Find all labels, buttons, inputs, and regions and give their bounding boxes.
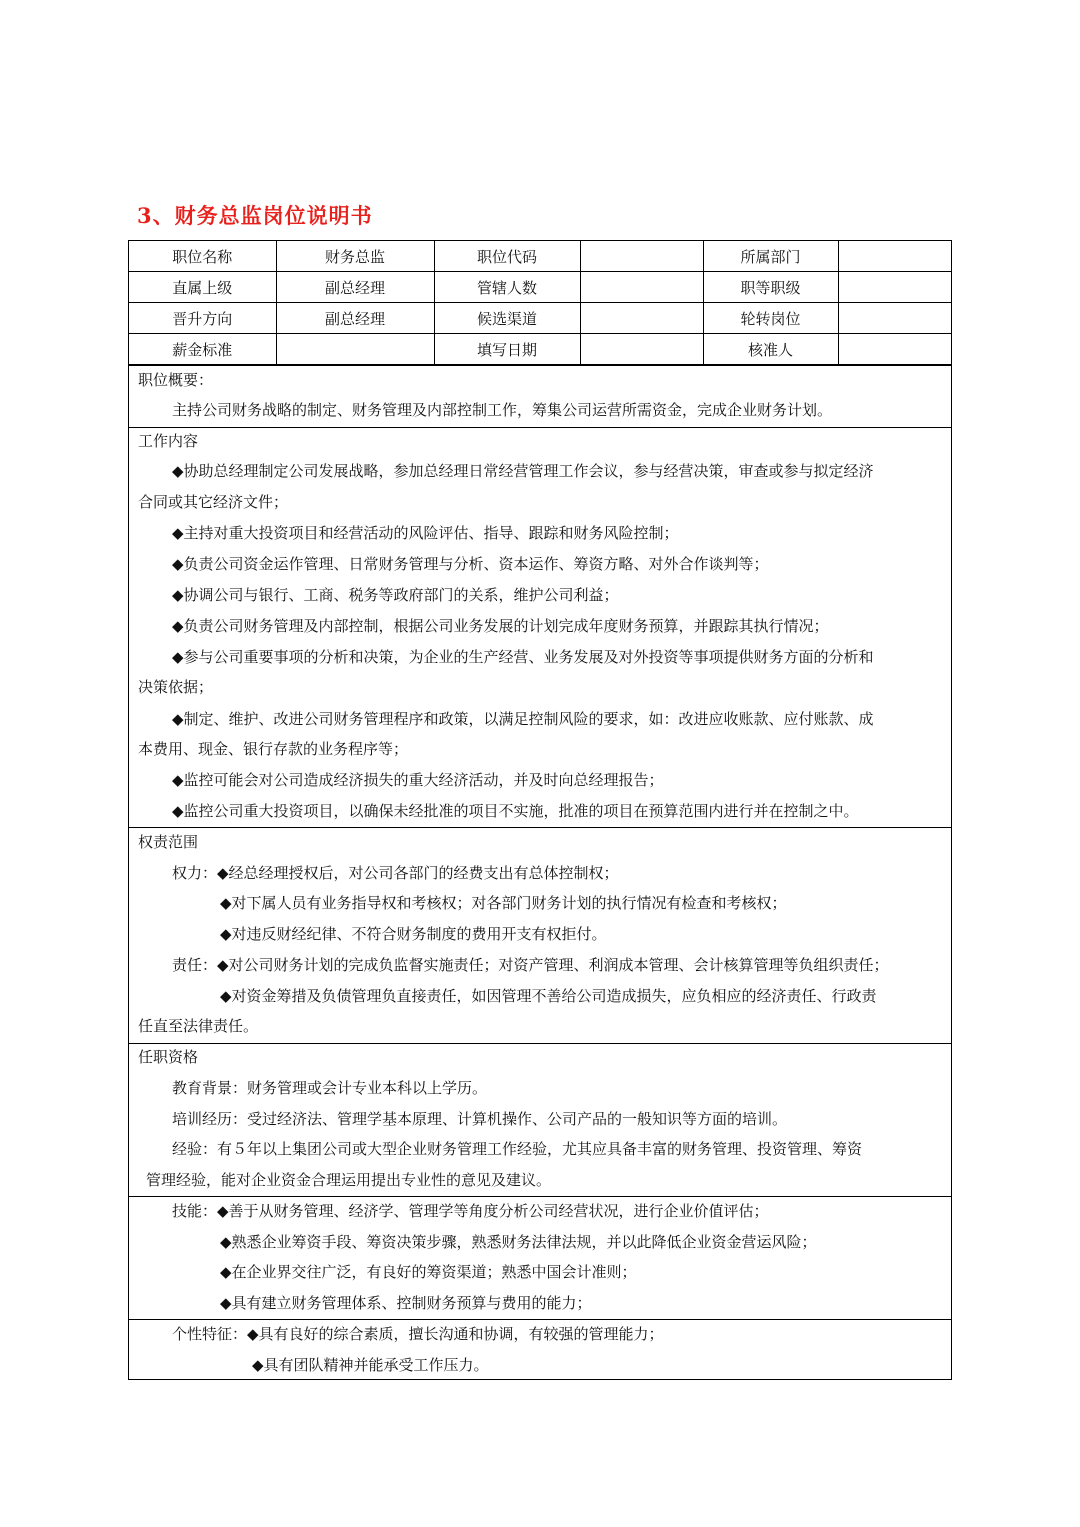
section-divider xyxy=(129,365,951,366)
duty-line: 决策依据； xyxy=(138,678,214,696)
authority-line: ◆对下属人员有业务指导权和考核权；对各部门财务计划的执行情况有检查和考核权； xyxy=(220,894,787,912)
field-value xyxy=(838,272,951,303)
trait-line: ◆具有团队精神并能承受工作压力。 xyxy=(252,1356,489,1374)
duty-line: ◆协助总经理制定公司发展战略，参加总经理日常经营管理工作会议，参与经营决策，审查或参与拟定经济 xyxy=(172,462,874,480)
section-divider xyxy=(129,1319,951,1320)
field-label: 管辖人数 xyxy=(434,272,580,303)
field-value xyxy=(276,334,434,365)
job-description-table xyxy=(128,240,952,1380)
field-value: 副总经理 xyxy=(276,272,434,303)
section-divider xyxy=(129,1196,951,1197)
field-label: 候选渠道 xyxy=(434,303,580,334)
overview-text: 主持公司财务战略的制定、财务管理及内部控制工作，筹集公司运营所需资金，完成企业财务计划。 xyxy=(172,401,833,419)
field-value xyxy=(580,334,703,365)
skill-line: ◆熟悉企业筹资手段、筹资决策步骤，熟悉财务法律法规，并以此降低企业资金营运风险； xyxy=(220,1233,817,1251)
document-title: 3、财务总监岗位说明书 xyxy=(137,203,373,228)
field-value: 副总经理 xyxy=(276,303,434,334)
field-value xyxy=(838,334,951,365)
qualification-line: 培训经历：受过经济法、管理学基本原理、计算机操作、公司产品的一般知识等方面的培训。 xyxy=(172,1110,788,1128)
field-label: 填写日期 xyxy=(434,334,580,365)
field-label: 晋升方向 xyxy=(129,303,276,334)
info-row xyxy=(129,303,951,334)
overview-heading: 职位概要： xyxy=(138,371,214,389)
duties-heading: 工作内容 xyxy=(138,432,199,450)
field-value xyxy=(580,272,703,303)
duty-line: ◆协调公司与银行、工商、税务等政府部门的关系，维护公司利益； xyxy=(172,586,619,604)
field-label: 职位代码 xyxy=(434,241,580,272)
duty-line: 合同或其它经济文件； xyxy=(138,493,289,511)
authority-heading: 权责范围 xyxy=(138,833,199,851)
duty-line: ◆主持对重大投资项目和经营活动的风险评估、指导、跟踪和财务风险控制； xyxy=(172,524,679,542)
field-label: 核准人 xyxy=(703,334,838,365)
duty-line: ◆监控可能会对公司造成经济损失的重大经济活动，并及时向总经理报告； xyxy=(172,771,664,789)
skill-line: ◆在企业界交往广泛，有良好的筹资渠道；熟悉中国会计准则； xyxy=(220,1263,637,1281)
duty-line: ◆监控公司重大投资项目，以确保未经批准的项目不实施，批准的项目在预算范围内进行并在控制之中。 xyxy=(172,802,859,820)
duty-line: ◆负责公司财务管理及内部控制，根据公司业务发展的计划完成年度财务预算，并跟踪其执行情况； xyxy=(172,617,829,635)
duty-line: 本费用、现金、银行存款的业务程序等； xyxy=(138,740,409,758)
field-value xyxy=(580,241,703,272)
authority-line: ◆对资金筹措及负债管理负直接责任，如因管理不善给公司造成损失，应负相应的经济责任、行政责 xyxy=(220,987,877,1005)
field-label: 所属部门 xyxy=(703,241,838,272)
field-value xyxy=(838,303,951,334)
authority-line: 权力：◆经总经理授权后，对公司各部门的经费支出有总体控制权； xyxy=(172,864,619,882)
info-row xyxy=(129,272,951,303)
field-value: 财务总监 xyxy=(276,241,434,272)
field-value xyxy=(580,303,703,334)
trait-line: 个性特征：◆具有良好的综合素质，擅长沟通和协调，有较强的管理能力； xyxy=(172,1325,664,1343)
skill-line: 技能：◆善于从财务管理、经济学、管理学等角度分析公司经营状况，进行企业价值评估； xyxy=(172,1202,769,1220)
field-value xyxy=(838,241,951,272)
qualification-heading: 任职资格 xyxy=(138,1048,199,1066)
qualification-line: 教育背景：财务管理或会计专业本科以上学历。 xyxy=(172,1079,488,1097)
info-row xyxy=(129,241,951,272)
duty-line: ◆参与公司重要事项的分析和决策，为企业的生产经营、业务发展及对外投资等事项提供财务方面的分析和 xyxy=(172,648,874,666)
section-divider xyxy=(129,427,951,428)
section-divider xyxy=(129,1043,951,1044)
duty-line: ◆负责公司资金运作管理、日常财务管理与分析、资本运作、筹资方略、对外合作谈判等； xyxy=(172,555,769,573)
section-divider xyxy=(129,827,951,828)
field-label: 薪金标准 xyxy=(129,334,276,365)
qualification-line: 管理经验，能对企业资金合理运用提出专业性的意见及建议。 xyxy=(146,1171,552,1189)
duty-line: ◆制定、维护、改进公司财务管理程序和政策，以满足控制风险的要求，如：改进应收账款、应付账款、成 xyxy=(172,710,874,728)
basic-info-table xyxy=(129,241,951,365)
field-label: 职等职级 xyxy=(703,272,838,303)
field-label: 职位名称 xyxy=(129,241,276,272)
authority-line: 任直至法律责任。 xyxy=(138,1017,259,1035)
skill-line: ◆具有建立财务管理体系、控制财务预算与费用的能力； xyxy=(220,1294,592,1312)
authority-line: 责任：◆对公司财务计划的完成负监督实施责任；对资产管理、利润成本管理、会计核算管理等负组织责任； xyxy=(172,956,889,974)
field-label: 轮转岗位 xyxy=(703,303,838,334)
qualification-line: 经验：有５年以上集团公司或大型企业财务管理工作经验，尤其应具备丰富的财务管理、投资管理、筹资 xyxy=(172,1140,863,1158)
field-label: 直属上级 xyxy=(129,272,276,303)
authority-line: ◆对违反财经纪律、不符合财务制度的费用开支有权拒付。 xyxy=(220,925,607,943)
info-row xyxy=(129,334,951,365)
